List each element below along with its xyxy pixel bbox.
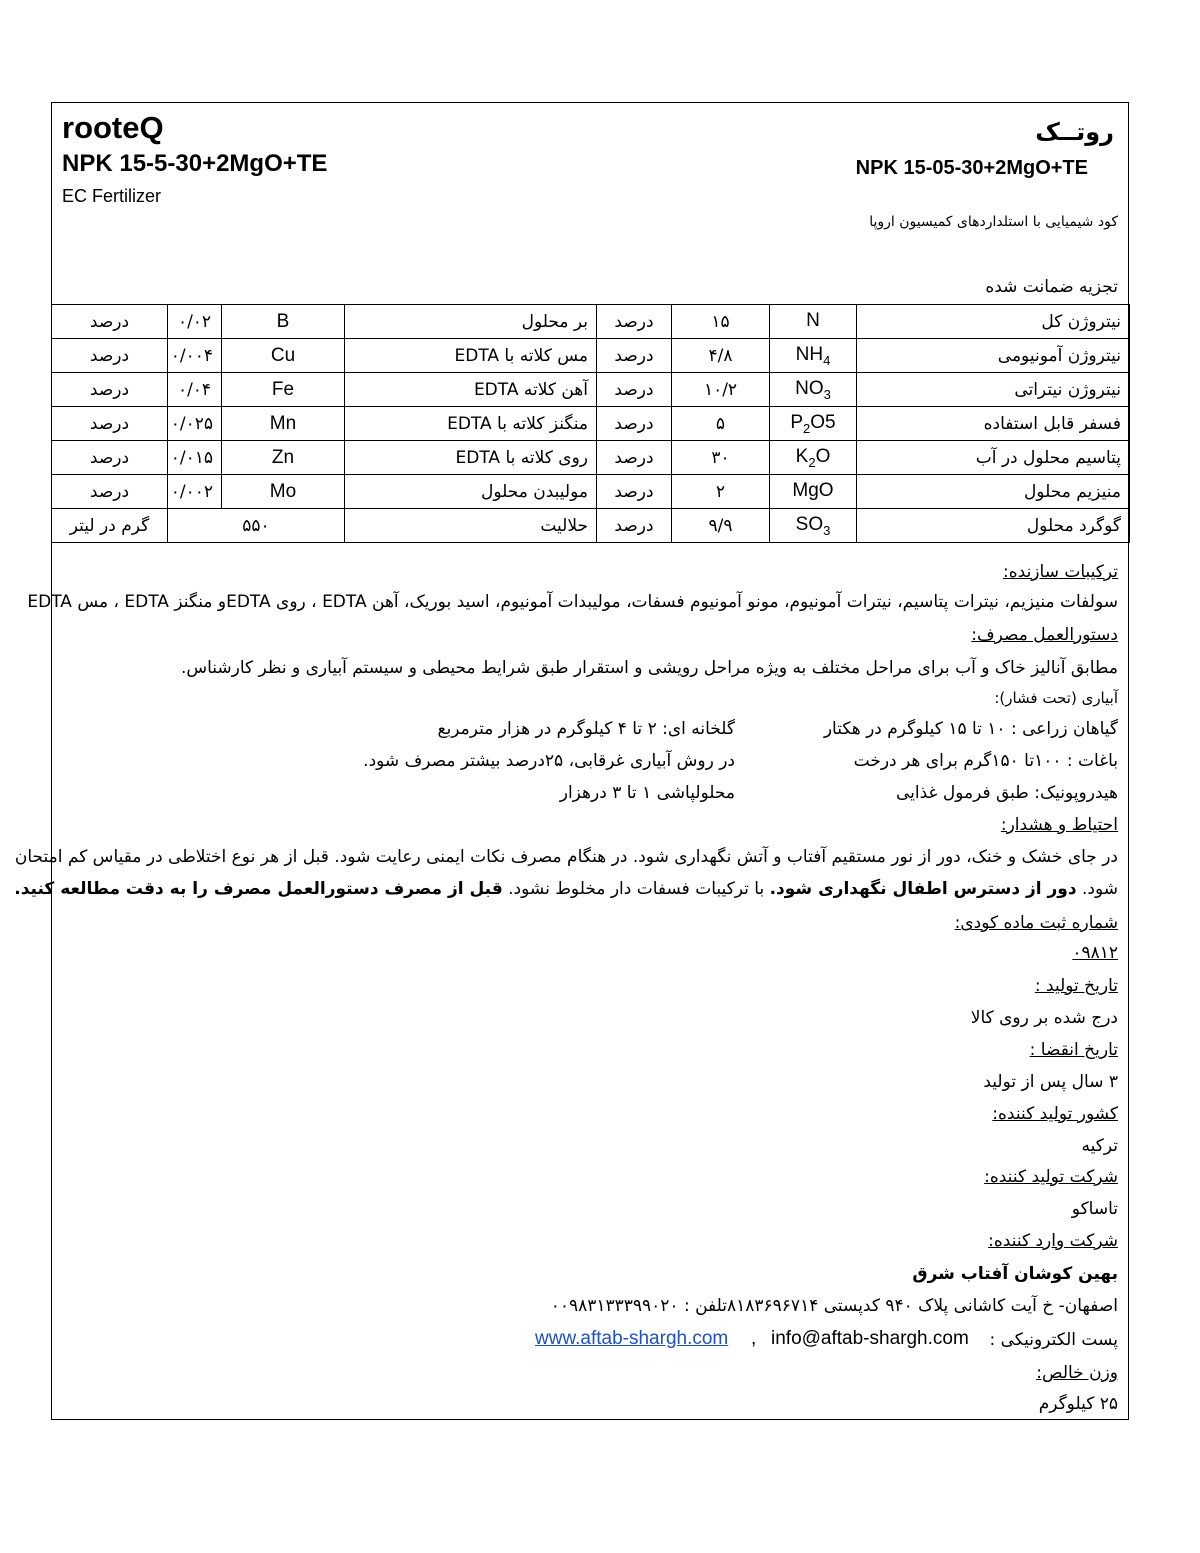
nutrient-value: ۹/۹ bbox=[672, 509, 770, 543]
brand-name-en: rooteQ bbox=[62, 110, 164, 145]
ingredients-title: ترکیبات سازنده: bbox=[1003, 562, 1118, 582]
micro-name: حلالیت bbox=[345, 509, 597, 543]
nutrient-symbol-main: SO bbox=[795, 513, 824, 535]
micro-symbol: B bbox=[222, 305, 345, 339]
nutrient-value: ۳۰ bbox=[672, 441, 770, 475]
nutrient-symbol bbox=[770, 407, 857, 441]
caution-line-2-a: شود. bbox=[1081, 879, 1118, 899]
micro-symbol: Mo bbox=[222, 475, 345, 509]
micro-value: ۰/۰۲۵ bbox=[168, 407, 222, 441]
website-link[interactable]: www.aftab-shargh.com bbox=[535, 1328, 729, 1349]
nutrient-symbol bbox=[770, 475, 857, 509]
micro-name: روی کلاته با EDTA bbox=[345, 441, 597, 475]
micro-name: آهن کلاته EDTA bbox=[345, 373, 597, 407]
micro-name: مس کلاته با EDTA bbox=[345, 339, 597, 373]
registration-number: ۰۹۸۱۲ bbox=[1072, 943, 1118, 963]
nutrient-unit: درصد bbox=[597, 509, 672, 543]
country-value: ترکیه bbox=[1081, 1136, 1118, 1156]
nutrient-name: گوگرد محلول bbox=[857, 509, 1130, 543]
caution-children: دور از دسترس اطفال نگهداری شود. bbox=[769, 879, 1077, 899]
nutrient-symbol-tail: O5 bbox=[810, 411, 836, 433]
nutrient-symbol-main: N bbox=[806, 309, 820, 331]
nutrient-symbol-tail: O bbox=[815, 445, 831, 467]
micro-value: ۰/۰۴ bbox=[168, 373, 222, 407]
npk-formula-fa: NPK 15-05-30+2MgO+TE bbox=[855, 157, 1088, 179]
nutrient-symbol-main: MgO bbox=[792, 479, 834, 501]
nutrient-symbol-subscript: 4 bbox=[823, 352, 831, 368]
nutrient-symbol-main: K bbox=[795, 445, 809, 467]
nutrient-name: نیتروژن کل bbox=[857, 305, 1130, 339]
email-label: پست الکترونیکی : bbox=[989, 1330, 1118, 1350]
net-weight-value: ۲۵ کیلوگرم bbox=[1038, 1394, 1118, 1414]
nutrient-name: نیتروژن نیتراتی bbox=[857, 373, 1130, 407]
nutrient-unit: درصد bbox=[597, 407, 672, 441]
micro-symbol: Fe bbox=[222, 373, 345, 407]
nutrient-symbol-main: P bbox=[790, 411, 804, 433]
nutrient-symbol-main: NO bbox=[795, 377, 824, 399]
caution-phosphate: با ترکیبات فسفات دار مخلوط نشود. bbox=[508, 879, 765, 899]
composition-row bbox=[52, 475, 1130, 509]
nutrient-value: ۴/۸ bbox=[672, 339, 770, 373]
micro-symbol: Zn bbox=[222, 441, 345, 475]
subtitle-fa: کود شیمیایی با استلداردهای کمیسیون اروپا bbox=[869, 214, 1118, 230]
contact-separator: , bbox=[751, 1328, 757, 1349]
fertilizer-type-en: EC Fertilizer bbox=[62, 186, 162, 206]
micro-unit: درصد bbox=[52, 339, 168, 373]
manufacturer-title: شرکت تولید کننده: bbox=[984, 1167, 1118, 1187]
registration-title: شماره ثبت ماده کودی: bbox=[954, 913, 1118, 933]
nutrient-unit: درصد bbox=[597, 373, 672, 407]
nutrient-name: فسفر قابل استفاده bbox=[857, 407, 1130, 441]
nutrient-symbol-subscript: 2 bbox=[803, 420, 811, 436]
importer-title: شرکت وارد کننده: bbox=[988, 1231, 1118, 1251]
email-address[interactable]: info@aftab-shargh.com bbox=[771, 1328, 969, 1349]
nutrient-symbol bbox=[770, 441, 857, 475]
micro-value: ۰/۰۲ bbox=[168, 305, 222, 339]
micro-unit: درصد bbox=[52, 305, 168, 339]
production-date-title: تاریخ تولید : bbox=[1034, 976, 1118, 996]
micro-symbol: Cu bbox=[222, 339, 345, 373]
nutrient-symbol bbox=[770, 373, 857, 407]
nutrient-name: نیتروژن آمونیومی bbox=[857, 339, 1130, 373]
nutrient-unit: درصد bbox=[597, 475, 672, 509]
dose-foliar: محلولپاشی ۱ تا ۳ درهزار bbox=[559, 783, 735, 803]
caution-title: احتیاط و هشدار: bbox=[1000, 815, 1118, 835]
importer-name: بهین کوشان آفتاب شرق bbox=[912, 1264, 1118, 1284]
micro-name: بر محلول bbox=[345, 305, 597, 339]
dose-hydroponic: هیدروپونیک: طبق فرمول غذایی bbox=[896, 783, 1118, 803]
production-date-value: درج شده بر روی کالا bbox=[970, 1008, 1118, 1028]
dose-flood: در روش آبیاری غرقابی، ۲۵درصد بیشتر مصرف شود. bbox=[363, 751, 735, 771]
nutrient-symbol-subscript: 3 bbox=[823, 522, 831, 538]
caution-line-2 bbox=[14, 879, 1118, 899]
usage-text: مطابق آنالیز خاک و آب برای مراحل مختلف به ویژه مراحل رویشی و استقرار طبق شرایط محیطی و سیستم آبیاری و نظر کارشناس. bbox=[180, 658, 1118, 678]
nutrient-unit: درصد bbox=[597, 339, 672, 373]
nutrient-symbol-main: NH bbox=[795, 343, 824, 365]
nutrient-value: ۲ bbox=[672, 475, 770, 509]
dose-greenhouse: گلخانه ای: ۲ تا ۴ کیلوگرم در هزار مترمربع bbox=[437, 719, 735, 739]
nutrient-name: پتاسیم محلول در آب bbox=[857, 441, 1130, 475]
dose-field-crops: گیاهان زراعی : ۱۰ تا ۱۵ کیلوگرم در هکتار bbox=[823, 719, 1118, 739]
solubility-value: ۵۵۰ bbox=[168, 509, 345, 543]
manufacturer-value: تاساکو bbox=[1071, 1199, 1118, 1219]
nutrient-symbol-subscript: 2 bbox=[808, 454, 816, 470]
nutrient-symbol bbox=[770, 305, 857, 339]
country-title: کشور تولید کننده: bbox=[992, 1104, 1118, 1124]
micro-symbol: Mn bbox=[222, 407, 345, 441]
npk-formula-en: NPK 15-5-30+2MgO+TE bbox=[62, 150, 328, 177]
micro-value: ۰/۰۰۲ bbox=[168, 475, 222, 509]
composition-row bbox=[52, 305, 1130, 339]
nutrient-name: منیزیم محلول bbox=[857, 475, 1130, 509]
micro-name: منگنز کلاته با EDTA bbox=[345, 407, 597, 441]
nutrient-unit: درصد bbox=[597, 305, 672, 339]
composition-row bbox=[52, 373, 1130, 407]
net-weight-title: وزن خالص: bbox=[1036, 1363, 1118, 1383]
micro-unit: درصد bbox=[52, 373, 168, 407]
nutrient-unit: درصد bbox=[597, 441, 672, 475]
micro-unit: درصد bbox=[52, 441, 168, 475]
composition-table bbox=[51, 304, 1130, 543]
nutrient-value: ۱۰/۲ bbox=[672, 373, 770, 407]
micro-value: ۰/۰۱۵ bbox=[168, 441, 222, 475]
nutrient-symbol bbox=[770, 509, 857, 543]
nutrient-value: ۱۵ bbox=[672, 305, 770, 339]
micro-unit: درصد bbox=[52, 407, 168, 441]
composition-row bbox=[52, 407, 1130, 441]
ingredients-text: سولفات منیزیم، نیترات پتاسیم، نیترات آمونیوم، مونو آمونیوم فسفات، مولیبدات آمونیوم، اسید بوریک، آهن EDTA ، روی EDTAو منگنز EDTA ، مس EDTA bbox=[27, 592, 1118, 612]
importer-address: اصفهان- خ آیت کاشانی پلاک ۹۴۰ کدپستی ۸۱۸۳۶۹۶۷۱۴تلفن : ۰۰۹۸۳۱۳۳۳۹۹۰۲۰ bbox=[550, 1296, 1118, 1316]
caution-line-1: در جای خشک و خنک، دور از نور مستقیم آفتاب و آتش نگهداری شود. در هنگام مصرف نکات ایمنی رعایت شود. قبل از هر نوع اختلاطی در مقیاس کم امتحان bbox=[14, 847, 1118, 867]
composition-row bbox=[52, 441, 1130, 475]
composition-row bbox=[52, 509, 1130, 543]
irrigation-label: آبیاری (تحت فشار): bbox=[994, 689, 1118, 707]
expiry-title: تاریخ انقضا : bbox=[1029, 1040, 1118, 1060]
nutrient-symbol-subscript: 3 bbox=[823, 386, 831, 402]
usage-title: دستورالعمل مصرف: bbox=[971, 625, 1118, 645]
micro-name: مولیبدن محلول bbox=[345, 475, 597, 509]
expiry-value: ۳ سال پس از تولید bbox=[983, 1072, 1118, 1092]
micro-value: ۰/۰۰۴ bbox=[168, 339, 222, 373]
guaranteed-analysis-title: تجزیه ضمانت شده bbox=[985, 277, 1118, 297]
nutrient-symbol bbox=[770, 339, 857, 373]
micro-unit: درصد bbox=[52, 475, 168, 509]
brand-name-fa: روتــک bbox=[1035, 118, 1114, 146]
dose-orchard: باغات : ۱۰۰تا ۱۵۰گرم برای هر درخت bbox=[853, 751, 1118, 771]
micro-unit: گرم در لیتر bbox=[52, 509, 168, 543]
composition-row bbox=[52, 339, 1130, 373]
caution-read-instructions: قبل از مصرف دستورالعمل مصرف را به دقت مطالعه کنید. bbox=[14, 879, 503, 899]
nutrient-value: ۵ bbox=[672, 407, 770, 441]
